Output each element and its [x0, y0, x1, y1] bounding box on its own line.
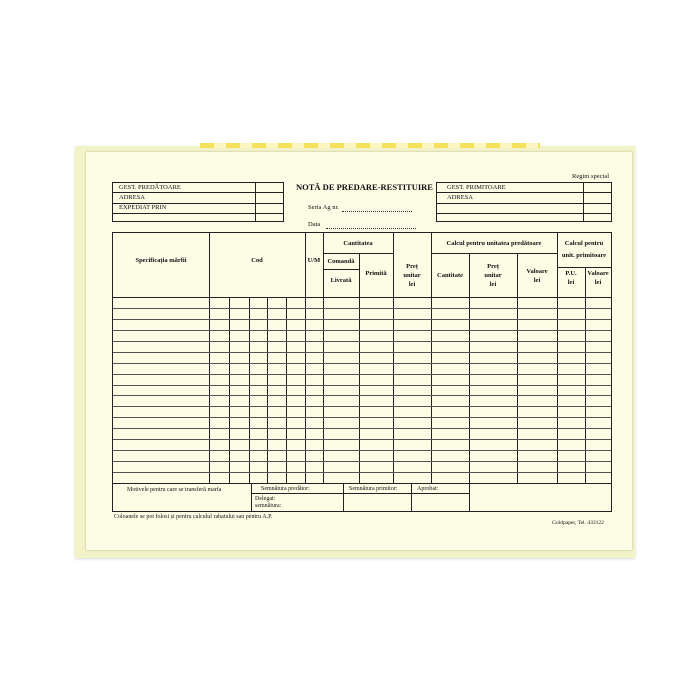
table-row: [113, 417, 611, 418]
col-pu-1: P.U.: [565, 270, 577, 277]
motivele-label: Motivele pentru care se transferă marfa: [127, 487, 222, 493]
col-pret-2: unitar: [403, 272, 421, 279]
table-row: [113, 330, 611, 331]
col-cod: Cod: [251, 257, 263, 264]
data-line: [326, 228, 416, 229]
col-pret2-3: lei: [489, 281, 497, 288]
col-comanda: Comandă: [327, 258, 355, 265]
gest-primitoare-label: GEST. PRIMITOARE: [447, 184, 506, 191]
table-row: [113, 406, 611, 407]
adresa-right-label: ADRESA: [447, 194, 474, 201]
col-pret2-2: unitar: [484, 272, 502, 279]
table-row: [113, 428, 611, 429]
table-row: [113, 352, 611, 353]
col-calcul-prim-2: unit. primitoare: [561, 252, 607, 259]
col-primita: Primită: [365, 270, 387, 277]
col-spec: Specificația mărfii: [135, 257, 187, 264]
table-row: [113, 308, 611, 309]
footer-note: Coloanele se pot folosi și pentru calculul rabatului sau pentru A.P.: [114, 514, 273, 520]
table-row: [113, 319, 611, 320]
table-row: [113, 461, 611, 462]
aprobat-label: Aprobat:: [417, 486, 439, 492]
data-label: Data: [308, 221, 321, 228]
col-livrata: Livrată: [330, 277, 352, 284]
gest-predatoare-label: GEST. PREDĂTOARE: [119, 184, 181, 191]
regim-label: Regim special: [572, 173, 610, 180]
table-row: [113, 439, 611, 440]
col-valoare-2: lei: [533, 277, 541, 284]
seria-line: [342, 211, 412, 212]
col-valoare2-1: Valoare: [587, 270, 609, 277]
main-table: [112, 232, 612, 484]
left-header-box: [112, 182, 284, 222]
semn-predator-label: Semnătura predător:: [261, 486, 310, 492]
table-row: [113, 363, 611, 364]
expediat-prin-label: EXPEDIAT PRIN: [119, 204, 167, 211]
seria-label: Seria Ag nr.: [308, 204, 339, 211]
col-valoare-1: Valoare: [526, 268, 548, 275]
col-um: U/M: [307, 257, 321, 264]
col-cantitate: Cantitate: [437, 272, 463, 279]
table-row: [113, 450, 611, 451]
col-pret-3: lei: [408, 281, 416, 288]
col-pret-1: Preț: [406, 263, 418, 270]
form-sheet: [86, 152, 632, 550]
carbon-strip: [200, 143, 540, 148]
delegat-label: Delegat:: [255, 496, 276, 502]
table-row: [113, 472, 611, 473]
table-row: [113, 374, 611, 375]
adresa-left-label: ADRESA: [119, 194, 146, 201]
col-cantitatea: Cantitatea: [343, 240, 373, 247]
printer-info: Goldpaper, Tel. 433122: [552, 520, 604, 526]
form-title: NOTĂ DE PREDARE-RESTITUIRE: [296, 182, 433, 192]
col-pret2-1: Preț: [487, 263, 499, 270]
col-pu-2: lei: [567, 279, 575, 286]
table-row: [113, 395, 611, 396]
col-calcul-pred: Calcul pentru unitatea predătoare: [446, 240, 542, 247]
col-calcul-prim-1: Calcul pentru: [564, 240, 604, 247]
right-header-box: [436, 182, 612, 222]
footer-box: [112, 483, 612, 512]
table-row: [113, 385, 611, 386]
col-valoare2-2: lei: [594, 279, 602, 286]
semn-primitor-label: Semnătura primitor:: [349, 486, 398, 492]
semnatura-label: semnătura:: [255, 503, 282, 509]
table-row: [113, 341, 611, 342]
